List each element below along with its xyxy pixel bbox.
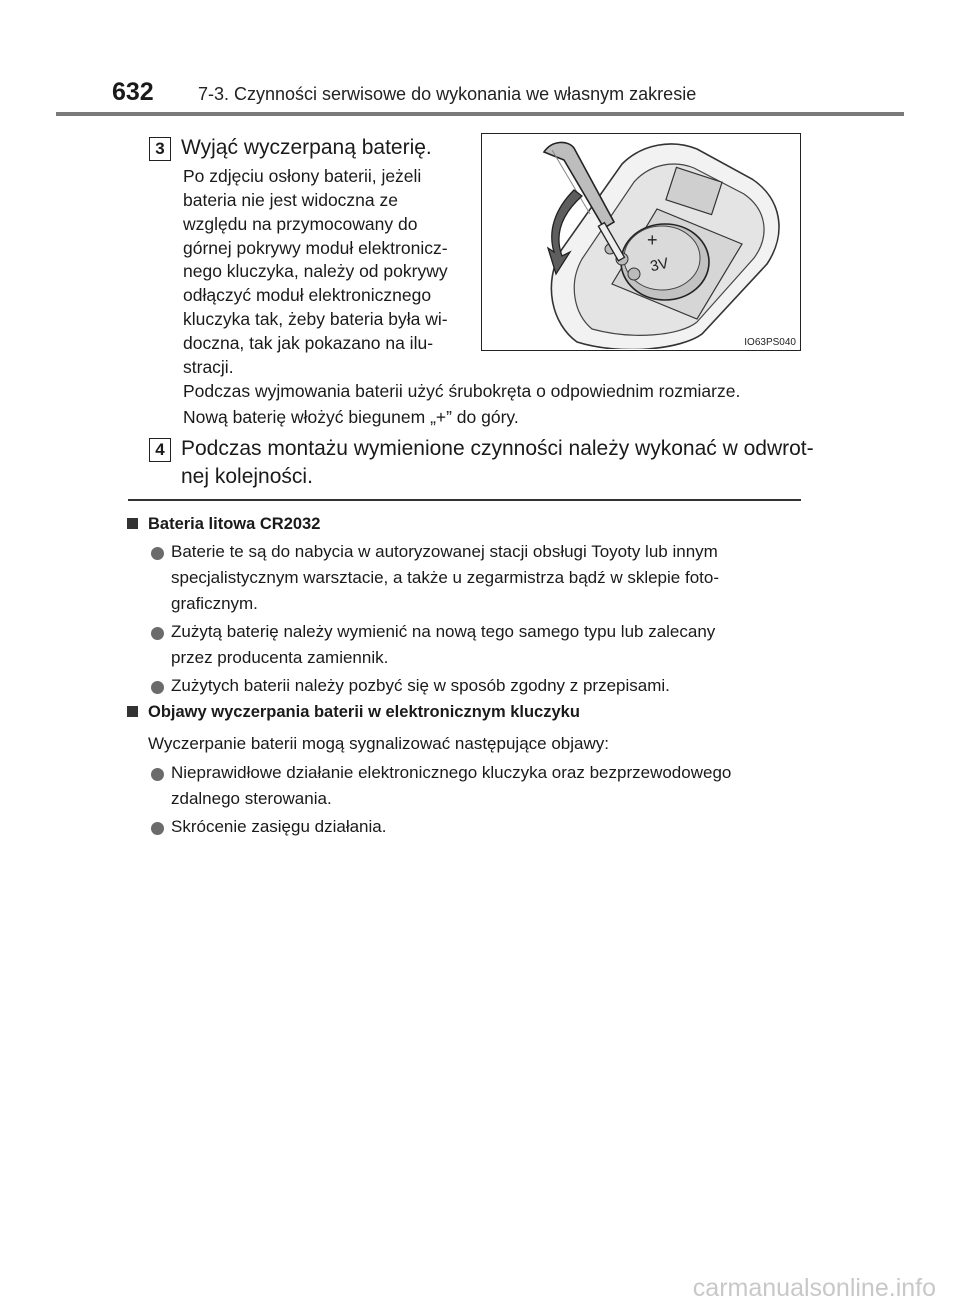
section-intro: Wyczerpanie baterii mogą sygnalizować następujące objawy:: [148, 734, 609, 753]
step-4-line: Podczas montażu wymienione czynności należy wykonać w odwrot-: [181, 437, 814, 460]
step-3-line: odłączyć moduł elektronicznego: [183, 285, 432, 305]
section-divider: [128, 499, 801, 501]
step-3-line: stracji.: [183, 357, 234, 377]
watermark-text: carmanualsonline.info: [692, 1274, 936, 1302]
step-3-badge: 3: [149, 137, 171, 161]
bullet-dot-icon: [151, 822, 164, 835]
step-3-line: bateria nie jest widoczna ze: [183, 190, 398, 210]
key-fob-battery-drawing: [482, 134, 799, 349]
step-3-line: górnej pokrywy moduł elektronicz-: [183, 238, 448, 258]
list-item-line: zdalnego sterowania.: [171, 789, 332, 808]
step-3-line: względu na przymocowany do: [183, 214, 418, 234]
square-bullet-icon: [127, 706, 138, 717]
bullet-dot-icon: [151, 547, 164, 560]
chapter-title: 7-3. Czynności serwisowe do wykonania we własnym zakresie: [198, 84, 697, 104]
list-item-line: Zużytych baterii należy pozbyć się w sposób zgodny z przepisami.: [171, 676, 670, 695]
page-number: 632: [112, 78, 154, 106]
step-4-line: nej kolejności.: [181, 465, 313, 488]
step-3-line: Po zdjęciu osłony baterii, jeżeli: [183, 166, 422, 186]
list-item-line: przez producenta zamiennik.: [171, 648, 389, 667]
figure-code: IO63PS040: [744, 337, 796, 348]
battery-removal-illustration: [481, 133, 801, 351]
section-heading-battery: Bateria litowa CR2032: [148, 515, 321, 533]
list-item-line: specjalistycznym warsztacie, a także u zegarmistrza bądź w sklepie foto-: [171, 568, 719, 587]
step-4-badge: 4: [149, 438, 171, 462]
list-item-line: graficznym.: [171, 594, 258, 613]
section-heading-symptoms: Objawy wyczerpania baterii w elektronicznym kluczyku: [148, 703, 580, 721]
header-rule: [56, 112, 904, 116]
step-3-line: nego kluczyka, należy od pokrywy: [183, 261, 448, 281]
page-header: [0, 0, 960, 120]
bullet-dot-icon: [151, 681, 164, 694]
bullet-dot-icon: [151, 627, 164, 640]
square-bullet-icon: [127, 518, 138, 529]
list-item-line: Baterie te są do nabycia w autoryzowanej stacji obsługi Toyoty lub innym: [171, 542, 718, 561]
step-3-paragraph: Podczas wyjmowania baterii użyć śrubokręta o odpowiednim rozmiarze.: [183, 381, 741, 401]
list-item-line: Zużytą baterię należy wymienić na nową tego samego typu lub zalecany: [171, 622, 716, 641]
step-3-line: doczna, tak jak pokazano na ilu-: [183, 333, 434, 353]
list-item-line: Nieprawidłowe działanie elektronicznego kluczyka oraz bezprzewodowego: [171, 763, 732, 782]
battery-voltage-label: 3V: [648, 254, 671, 276]
step-3-line: kluczyka tak, żeby bateria była wi-: [183, 309, 448, 329]
battery-plus-label: +: [647, 230, 658, 250]
step-3-paragraph: Nową baterię włożyć biegunem „+” do góry.: [183, 407, 519, 427]
list-item-line: Skrócenie zasięgu działania.: [171, 817, 387, 836]
bullet-dot-icon: [151, 768, 164, 781]
step-3-title: Wyjąć wyczerpaną baterię.: [181, 136, 432, 159]
